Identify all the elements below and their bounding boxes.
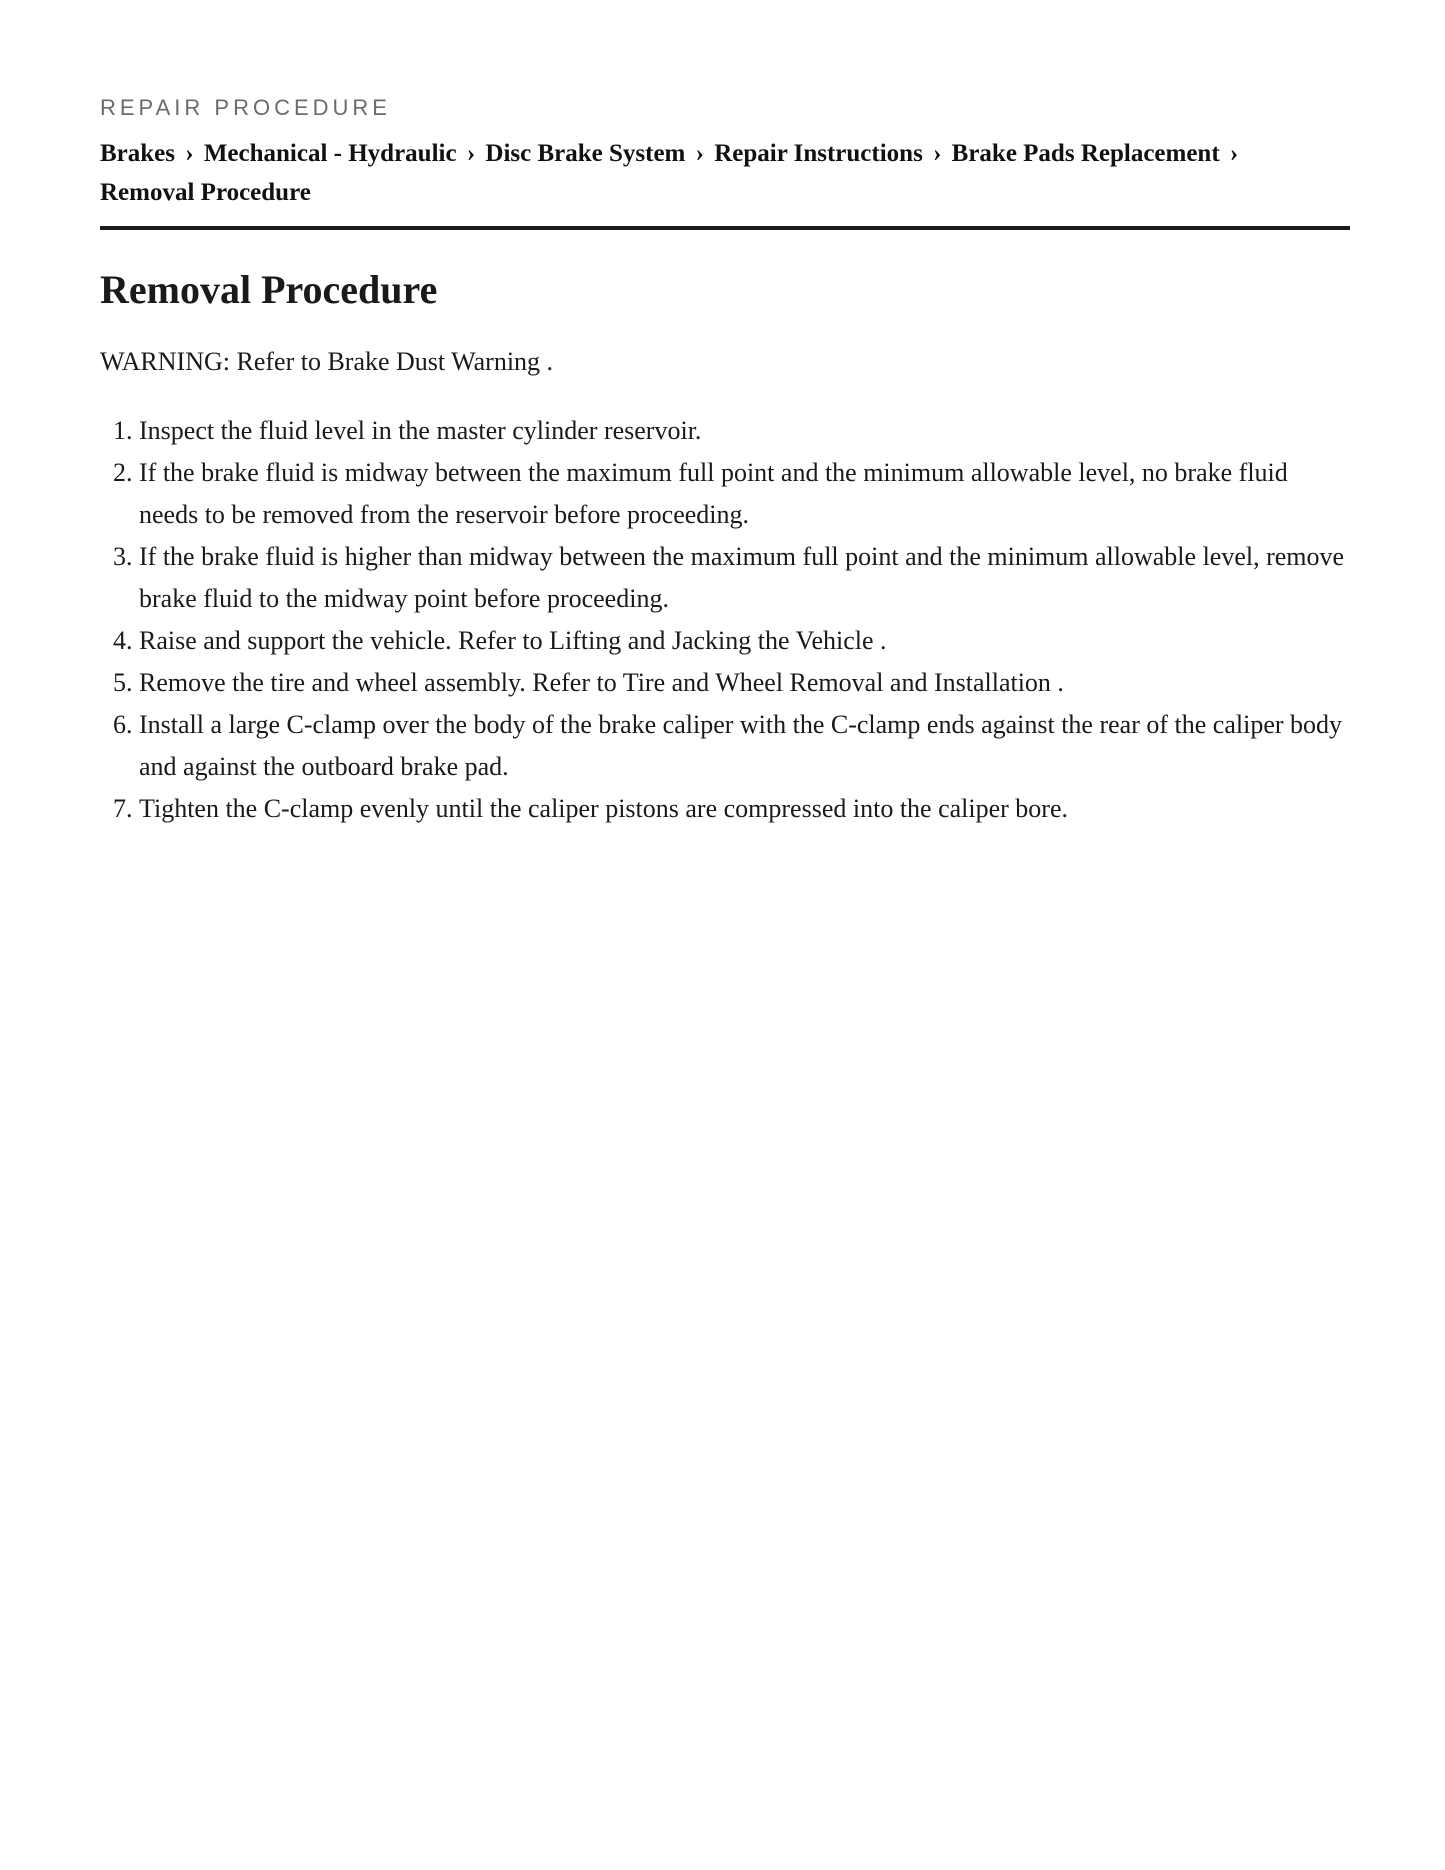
procedure-step: 1. Inspect the fluid level in the master cylinder reservoir. [139, 410, 1350, 452]
warning-text: WARNING: Refer to Brake Dust Warning . [100, 347, 554, 376]
breadcrumb-item-mechanical-hydraulic[interactable]: Mechanical - Hydraulic [203, 140, 457, 167]
breadcrumb-separator: › [933, 140, 942, 167]
breadcrumb-separator: › [695, 140, 704, 167]
procedure-steps [100, 410, 1350, 830]
procedure-step: 5. Remove the tire and wheel assembly. Refer to Tire and Wheel Removal and Installation . [139, 662, 1350, 704]
procedure-step: 2. If the brake fluid is midway between the maximum full point and the minimum allowable level, no brake fluid needs to be removed from the reservoir before proceeding. [139, 452, 1350, 536]
breadcrumb-item-brake-pads-replacement[interactable]: Brake Pads Replacement [951, 140, 1220, 167]
breadcrumb-item-repair-instructions[interactable]: Repair Instructions [714, 140, 923, 167]
procedure-step: 7. Tighten the C-clamp evenly until the caliper pistons are compressed into the caliper bore. [139, 788, 1350, 830]
breadcrumb-separator: › [185, 140, 194, 167]
breadcrumb-item-removal-procedure: Removal Procedure [100, 179, 311, 206]
breadcrumb-item-disc-brake-system[interactable]: Disc Brake System [485, 140, 686, 167]
procedure-step: 3. If the brake fluid is higher than midway between the maximum full point and the minimum allowable level, remove brake fluid to the midway point before proceeding. [139, 536, 1350, 620]
document-page [100, 94, 1350, 830]
procedure-step: 6. Install a large C-clamp over the body of the brake caliper with the C-clamp ends against the rear of the caliper body and against the outboard brake pad. [139, 704, 1350, 788]
page-title: Removal Procedure [100, 267, 438, 312]
breadcrumb-separator: › [1229, 140, 1239, 167]
procedure-step: 4. Raise and support the vehicle. Refer to Lifting and Jacking the Vehicle . [139, 620, 1350, 662]
breadcrumb-item-brakes[interactable]: Brakes [100, 140, 175, 167]
breadcrumb-separator: › [466, 140, 476, 167]
breadcrumb [100, 134, 1350, 230]
section-kicker: REPAIR PROCEDURE [100, 95, 391, 120]
